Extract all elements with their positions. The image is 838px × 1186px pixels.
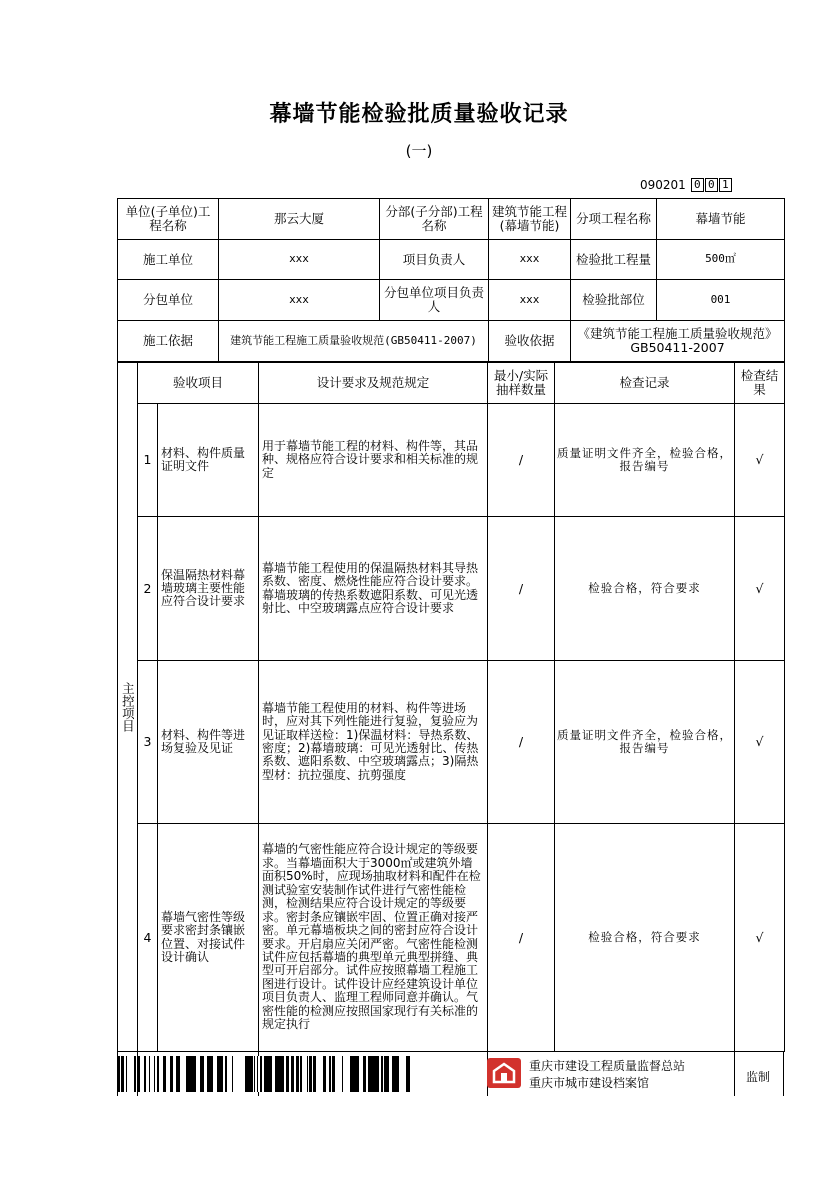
item-record: 质量证明文件齐全，检验合格，报告编号: [555, 661, 735, 824]
project-lead-value: xxx: [489, 240, 571, 280]
division-label: 分部(子分部)工程名称: [380, 199, 489, 240]
sub-lead-label: 分包单位项目负责人: [380, 280, 489, 321]
item-requirement: 幕墙节能工程使用的保温隔热材料其导热系数、密度、燃烧性能应符合设计要求。幕墙玻璃的传热系数遮阳系数、可见光透射比、中空玻璃露点应符合设计要求: [259, 517, 488, 661]
item-name: 保温隔热材料幕墙玻璃主要性能应符合设计要求: [158, 517, 259, 661]
document-title: 幕墙节能检验批质量验收记录: [269, 102, 569, 127]
footer: [117, 1052, 784, 1096]
org-line-1: 重庆市建设工程质量监督总站: [529, 1059, 686, 1073]
items-table: [117, 362, 785, 1052]
item-name: 幕墙气密性等级要求密封条镶嵌位置、对接试件设计确认: [158, 824, 259, 1052]
acceptance-label: 验收依据: [489, 321, 571, 362]
document-subtitle: (一): [405, 142, 433, 160]
subitem-value: 幕墙节能: [657, 199, 785, 240]
header-requirement: 设计要求及规范规定: [259, 363, 488, 404]
batch-part-value: 001: [657, 280, 785, 321]
row-number: 4: [138, 824, 158, 1052]
header-sample: 最小/实际抽样数量: [488, 363, 555, 404]
section-label: 主控项目: [118, 363, 138, 1052]
org-line-2: 重庆市城市建设档案馆: [529, 1076, 650, 1090]
batch-qty-label: 检验批工程量: [571, 240, 657, 280]
batch-part-label: 检验批部位: [571, 280, 657, 321]
construction-unit-value: xxx: [219, 240, 380, 280]
doc-number-box: 0: [705, 178, 718, 192]
sub-unit-label: 分包单位: [118, 280, 219, 321]
doc-number-box: 1: [719, 178, 732, 192]
table-row: [118, 824, 785, 1052]
org-names: [529, 1058, 685, 1092]
subitem-label: 分项工程名称: [571, 199, 657, 240]
table-row: [118, 661, 785, 824]
header-result: 检查结果: [735, 363, 785, 404]
supervision-label: 监制: [746, 1070, 771, 1084]
item-sample: /: [488, 661, 555, 824]
row-number: 3: [138, 661, 158, 824]
unit-label: 单位(子单位)工程名称: [118, 199, 219, 240]
org-logo-icon: [487, 1058, 521, 1088]
sub-lead-value: xxx: [489, 280, 571, 321]
basis-label: 施工依据: [118, 321, 219, 362]
item-requirement: 用于幕墙节能工程的材料、构件等，其品种、规格应符合设计要求和相关标准的规定: [259, 404, 488, 517]
barcode: [118, 1056, 410, 1092]
row-number: 2: [138, 517, 158, 661]
document-number: [640, 178, 732, 192]
item-record: 检验合格，符合要求: [555, 824, 735, 1052]
item-result: √: [735, 517, 785, 661]
item-requirement: 幕墙的气密性能应符合设计规定的等级要求。当幕墙面积大于3000㎡或建筑外墙面积50%时，应现场抽取材料和配件在检测试验室安装制作试件进行气密性能检测，检测结果应符合设计规定的等级要求。密封条应镶嵌牢固、位置正确对接严密。单元幕墙板块之间的密封应符合设计要求。开启扇应关闭严密。气密性能检测试件应包括幕墙的典型单元典型拼缝、典型可开启部分。试件应按照幕墙工程施工图进行设计。试件设计应经建筑设计单位项目负责人、监理工程师同意并确认。气密性能的检测应按照国家现行有关标准的规定执行: [259, 824, 488, 1052]
row-number: 1: [138, 404, 158, 517]
division-value: 建筑节能工程(幕墙节能): [489, 199, 571, 240]
item-result: √: [735, 824, 785, 1052]
project-lead-label: 项目负责人: [380, 240, 489, 280]
doc-number-prefix: 090201: [640, 178, 686, 192]
header-item: 验收项目: [138, 363, 259, 404]
header-record: 检查记录: [555, 363, 735, 404]
item-requirement: 幕墙节能工程使用的材料、构件等进场时，应对其下列性能进行复验，复验应为见证取样送检：1)保温材料：导热系数、密度；2)幕墙玻璃：可见光透射比、传热系数、遮阳系数、中空玻璃露点；3)隔热型材：抗拉强度、抗剪强度: [259, 661, 488, 824]
doc-number-box: 0: [691, 178, 704, 192]
info-table: [117, 198, 785, 362]
item-record: 质量证明文件齐全，检验合格，报告编号: [555, 404, 735, 517]
item-sample: /: [488, 517, 555, 661]
table-row: [118, 517, 785, 661]
item-sample: /: [488, 404, 555, 517]
item-result: √: [735, 661, 785, 824]
batch-qty-value: 500㎡: [657, 240, 785, 280]
basis-value: 建筑节能工程施工质量验收规范(GB50411-2007): [219, 321, 489, 362]
item-record: 检验合格，符合要求: [555, 517, 735, 661]
sub-unit-value: xxx: [219, 280, 380, 321]
acceptance-value: 《建筑节能工程施工质量验收规范》GB50411-2007: [571, 321, 785, 362]
item-name: 材料、构件质量证明文件: [158, 404, 259, 517]
item-sample: /: [488, 824, 555, 1052]
item-name: 材料、构件等进场复验及见证: [158, 661, 259, 824]
unit-value: 那云大厦: [219, 199, 380, 240]
item-result: √: [735, 404, 785, 517]
construction-unit-label: 施工单位: [118, 240, 219, 280]
table-row: [118, 404, 785, 517]
